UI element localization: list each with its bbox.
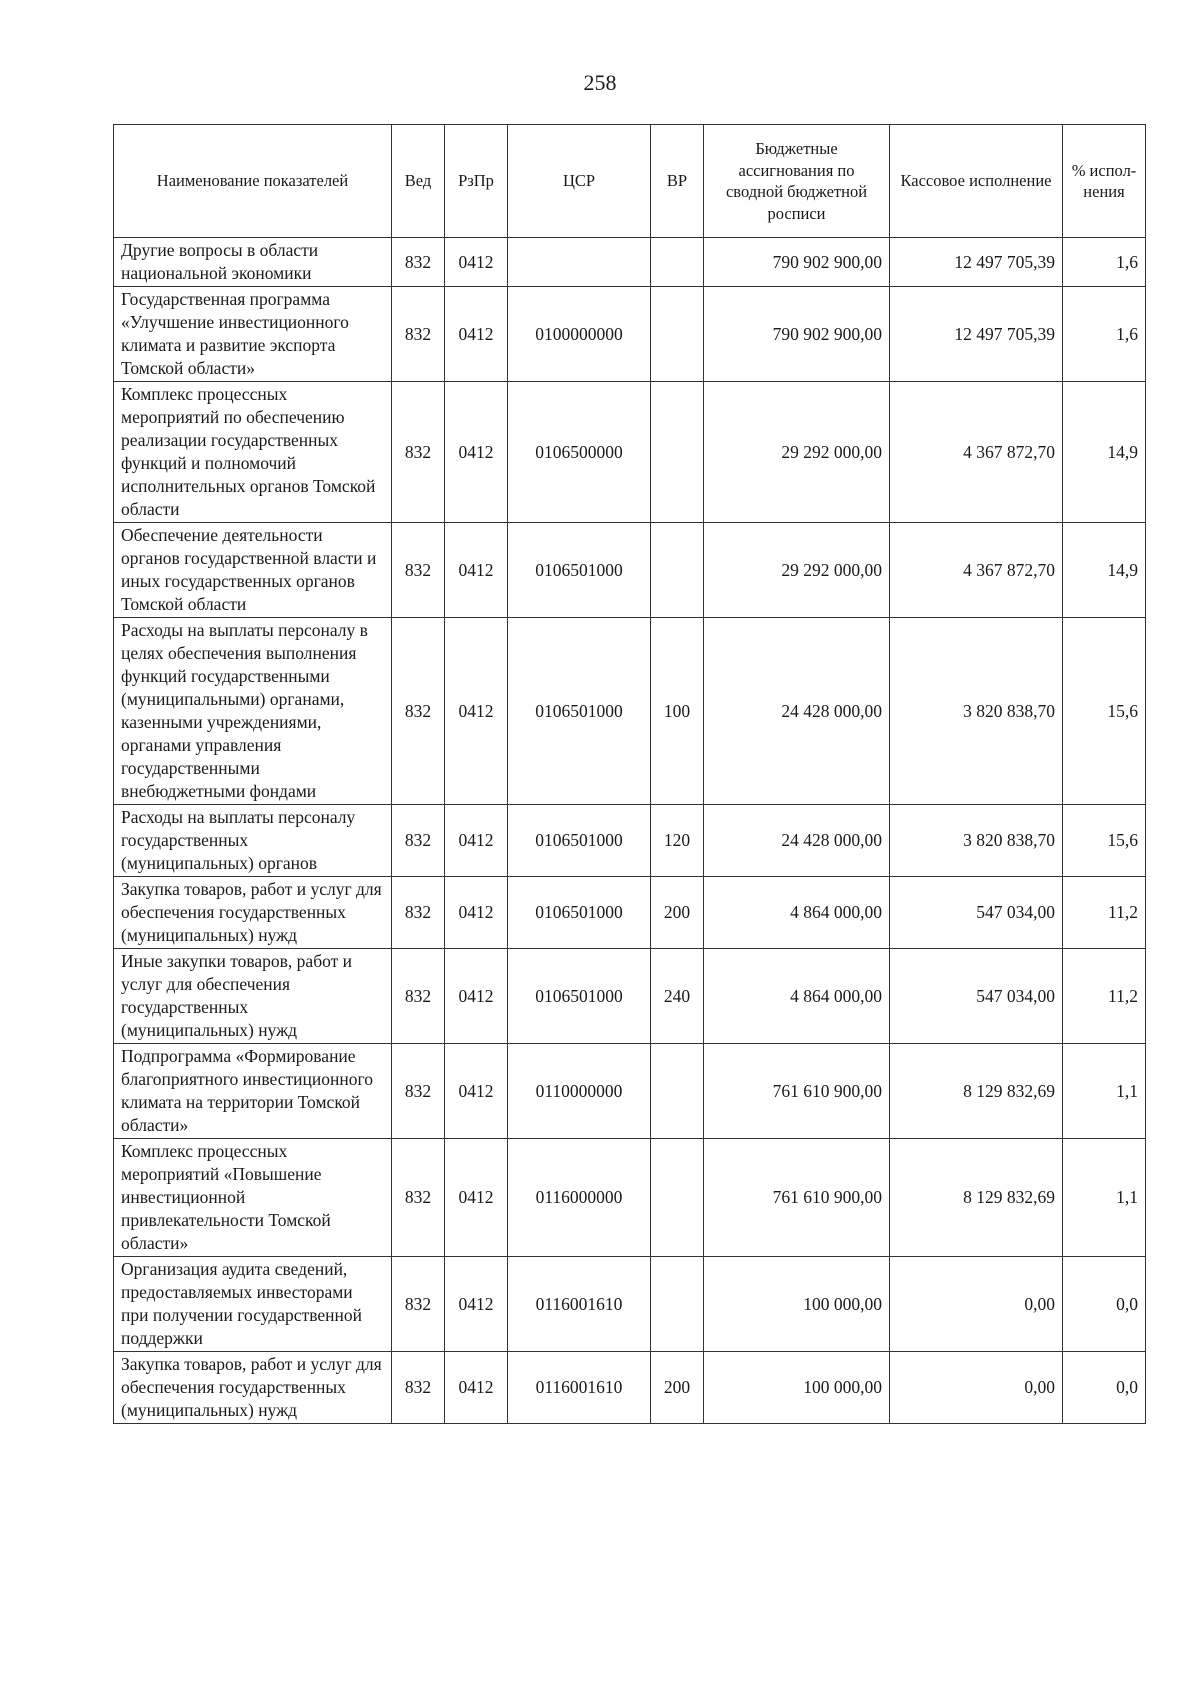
cell-rzpr: 0412 xyxy=(445,1257,508,1352)
header-percent: % испол-нения xyxy=(1063,125,1146,238)
cell-vr: 200 xyxy=(651,877,704,949)
cell-ved: 832 xyxy=(392,523,445,618)
cell-percent: 14,9 xyxy=(1063,382,1146,523)
cell-cash: 547 034,00 xyxy=(890,877,1063,949)
table-row xyxy=(114,238,1146,287)
table-header-row xyxy=(114,125,1146,238)
cell-ved: 832 xyxy=(392,238,445,287)
cell-csr: 0106501000 xyxy=(508,877,651,949)
header-name: Наименование показателей xyxy=(114,125,392,238)
cell-vr xyxy=(651,287,704,382)
cell-name: Обеспечение деятельности органов государственной власти и иных государственных органов Томской области xyxy=(114,523,392,618)
cell-budget: 24 428 000,00 xyxy=(704,805,890,877)
cell-name: Закупка товаров, работ и услуг для обеспечения государственных (муниципальных) нужд xyxy=(114,1352,392,1424)
table-row xyxy=(114,1139,1146,1257)
header-csr: ЦСР xyxy=(508,125,651,238)
header-vr: ВР xyxy=(651,125,704,238)
cell-ved: 832 xyxy=(392,1352,445,1424)
cell-budget: 790 902 900,00 xyxy=(704,287,890,382)
cell-name: Организация аудита сведений, предоставляемых инвесторами при получении государственной поддержки xyxy=(114,1257,392,1352)
cell-name: Комплекс процессных мероприятий по обеспечению реализации государственных функций и полномочий исполнительных органов Томской области xyxy=(114,382,392,523)
cell-rzpr: 0412 xyxy=(445,238,508,287)
cell-csr: 0106501000 xyxy=(508,805,651,877)
cell-budget: 4 864 000,00 xyxy=(704,877,890,949)
cell-csr xyxy=(508,238,651,287)
cell-csr: 0106501000 xyxy=(508,523,651,618)
page-number: 258 xyxy=(583,70,617,95)
cell-ved: 832 xyxy=(392,949,445,1044)
cell-cash: 4 367 872,70 xyxy=(890,382,1063,523)
cell-vr xyxy=(651,523,704,618)
cell-csr: 0106500000 xyxy=(508,382,651,523)
budget-execution-table xyxy=(113,124,1146,1424)
cell-cash: 12 497 705,39 xyxy=(890,287,1063,382)
cell-rzpr: 0412 xyxy=(445,287,508,382)
cell-percent: 1,1 xyxy=(1063,1139,1146,1257)
cell-cash: 3 820 838,70 xyxy=(890,805,1063,877)
cell-name: Государственная программа «Улучшение инвестиционного климата и развитие экспорта Томской области» xyxy=(114,287,392,382)
cell-rzpr: 0412 xyxy=(445,618,508,805)
table-row xyxy=(114,805,1146,877)
cell-name: Расходы на выплаты персоналу в целях обеспечения выполнения функций государственными (муниципальными) органами, казенными учреждениями, органами управления государственными внебюджетными фондами xyxy=(114,618,392,805)
cell-ved: 832 xyxy=(392,618,445,805)
cell-vr: 120 xyxy=(651,805,704,877)
cell-csr: 0106501000 xyxy=(508,618,651,805)
cell-cash: 4 367 872,70 xyxy=(890,523,1063,618)
cell-rzpr: 0412 xyxy=(445,805,508,877)
cell-budget: 761 610 900,00 xyxy=(704,1044,890,1139)
cell-ved: 832 xyxy=(392,287,445,382)
cell-csr: 0116000000 xyxy=(508,1139,651,1257)
header-budget: Бюджетные ассигнования по сводной бюджетной росписи xyxy=(704,125,890,238)
cell-cash: 0,00 xyxy=(890,1257,1063,1352)
cell-csr: 0106501000 xyxy=(508,949,651,1044)
cell-vr xyxy=(651,1139,704,1257)
cell-cash: 8 129 832,69 xyxy=(890,1139,1063,1257)
table-row xyxy=(114,1352,1146,1424)
cell-percent: 1,6 xyxy=(1063,287,1146,382)
cell-cash: 3 820 838,70 xyxy=(890,618,1063,805)
cell-csr: 0116001610 xyxy=(508,1352,651,1424)
cell-ved: 832 xyxy=(392,1257,445,1352)
cell-vr xyxy=(651,1044,704,1139)
cell-rzpr: 0412 xyxy=(445,877,508,949)
cell-csr: 0100000000 xyxy=(508,287,651,382)
cell-budget: 29 292 000,00 xyxy=(704,523,890,618)
cell-percent: 1,1 xyxy=(1063,1044,1146,1139)
cell-cash: 547 034,00 xyxy=(890,949,1063,1044)
cell-rzpr: 0412 xyxy=(445,523,508,618)
cell-cash: 8 129 832,69 xyxy=(890,1044,1063,1139)
cell-rzpr: 0412 xyxy=(445,1044,508,1139)
cell-budget: 100 000,00 xyxy=(704,1257,890,1352)
cell-budget: 761 610 900,00 xyxy=(704,1139,890,1257)
cell-cash: 0,00 xyxy=(890,1352,1063,1424)
cell-vr xyxy=(651,1257,704,1352)
cell-name: Закупка товаров, работ и услуг для обеспечения государственных (муниципальных) нужд xyxy=(114,877,392,949)
cell-percent: 0,0 xyxy=(1063,1352,1146,1424)
cell-vr: 240 xyxy=(651,949,704,1044)
cell-rzpr: 0412 xyxy=(445,1352,508,1424)
cell-vr xyxy=(651,238,704,287)
cell-name: Иные закупки товаров, работ и услуг для обеспечения государственных (муниципальных) нужд xyxy=(114,949,392,1044)
cell-percent: 11,2 xyxy=(1063,877,1146,949)
cell-percent: 15,6 xyxy=(1063,618,1146,805)
cell-ved: 832 xyxy=(392,382,445,523)
cell-ved: 832 xyxy=(392,877,445,949)
cell-rzpr: 0412 xyxy=(445,949,508,1044)
cell-budget: 4 864 000,00 xyxy=(704,949,890,1044)
cell-ved: 832 xyxy=(392,1044,445,1139)
table-row xyxy=(114,1257,1146,1352)
table-row xyxy=(114,287,1146,382)
cell-ved: 832 xyxy=(392,805,445,877)
cell-percent: 0,0 xyxy=(1063,1257,1146,1352)
cell-percent: 1,6 xyxy=(1063,238,1146,287)
cell-name: Подпрограмма «Формирование благоприятного инвестиционного климата на территории Томской области» xyxy=(114,1044,392,1139)
cell-cash: 12 497 705,39 xyxy=(890,238,1063,287)
table-row xyxy=(114,1044,1146,1139)
cell-budget: 24 428 000,00 xyxy=(704,618,890,805)
cell-name: Расходы на выплаты персоналу государственных (муниципальных) органов xyxy=(114,805,392,877)
cell-budget: 790 902 900,00 xyxy=(704,238,890,287)
header-rzpr: РзПр xyxy=(445,125,508,238)
cell-vr: 200 xyxy=(651,1352,704,1424)
table-row xyxy=(114,382,1146,523)
table-row xyxy=(114,877,1146,949)
cell-vr xyxy=(651,382,704,523)
cell-budget: 100 000,00 xyxy=(704,1352,890,1424)
cell-percent: 14,9 xyxy=(1063,523,1146,618)
cell-rzpr: 0412 xyxy=(445,382,508,523)
cell-budget: 29 292 000,00 xyxy=(704,382,890,523)
cell-name: Другие вопросы в области национальной экономики xyxy=(114,238,392,287)
cell-rzpr: 0412 xyxy=(445,1139,508,1257)
cell-csr: 0110000000 xyxy=(508,1044,651,1139)
cell-ved: 832 xyxy=(392,1139,445,1257)
cell-csr: 0116001610 xyxy=(508,1257,651,1352)
cell-percent: 15,6 xyxy=(1063,805,1146,877)
header-cash: Кассовое исполнение xyxy=(890,125,1063,238)
header-ved: Вед xyxy=(392,125,445,238)
cell-name: Комплекс процессных мероприятий «Повышение инвестиционной привлекательности Томской области» xyxy=(114,1139,392,1257)
cell-vr: 100 xyxy=(651,618,704,805)
table-row xyxy=(114,618,1146,805)
table-row xyxy=(114,523,1146,618)
table-row xyxy=(114,949,1146,1044)
cell-percent: 11,2 xyxy=(1063,949,1146,1044)
